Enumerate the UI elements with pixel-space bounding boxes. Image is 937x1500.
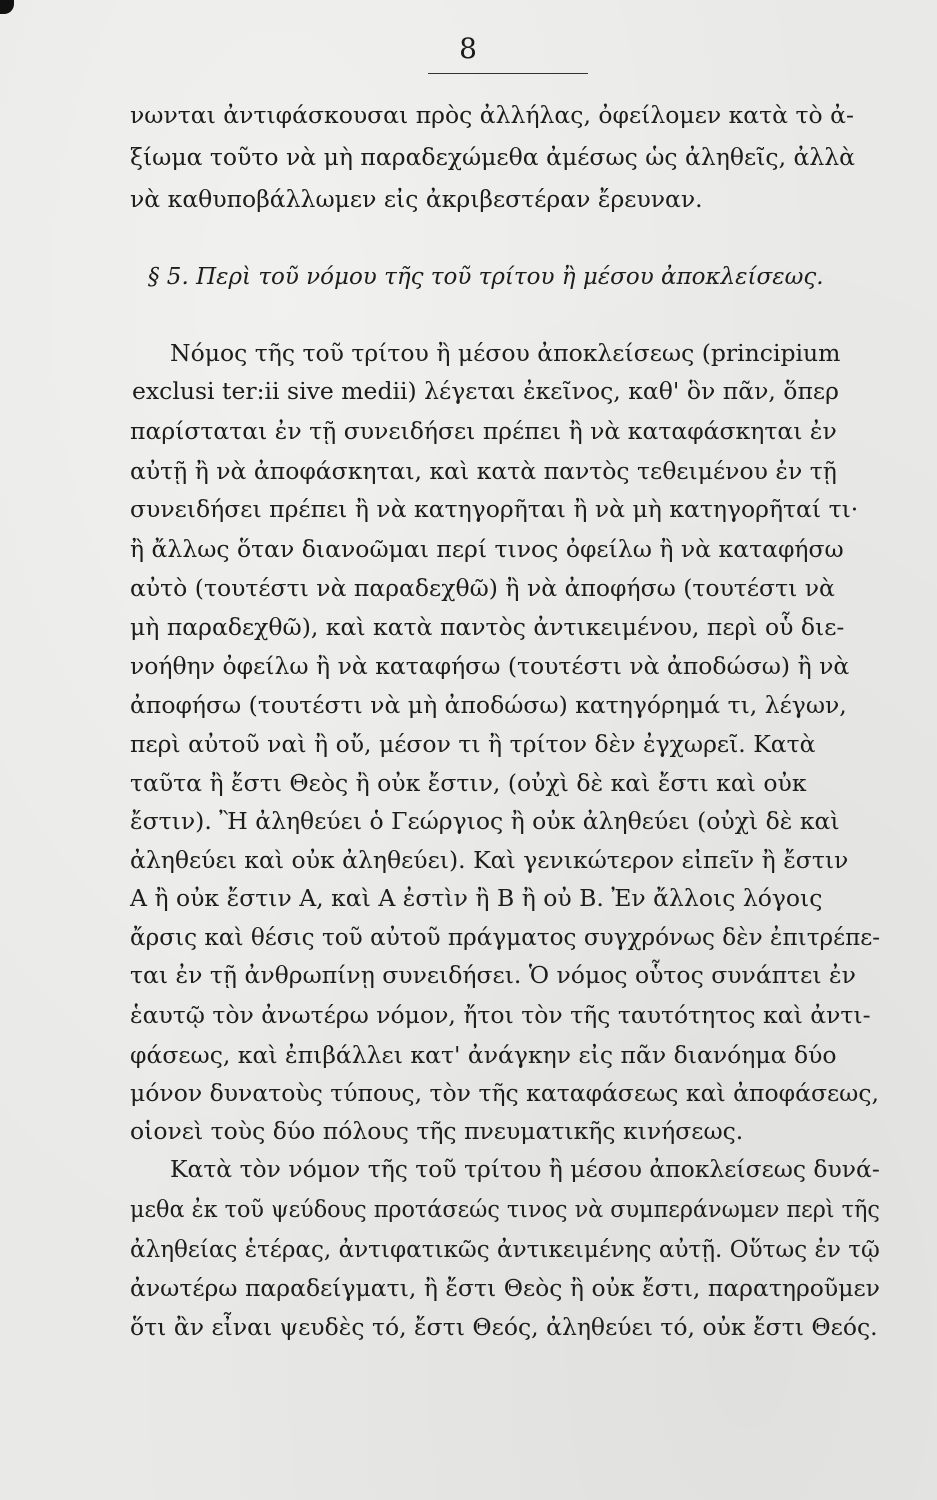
text-line: ἄρσις καὶ θέσις τοῦ αὐτοῦ πράγματος συγχρόνως δὲν ἐπιτρέπε- [130, 923, 881, 951]
text-line: αὐτὸ (τουτέστι νὰ παραδεχθῶ) ἢ νὰ ἀποφήσω (τουτέστι νὰ [130, 574, 835, 602]
text-line: Α ἢ οὐκ ἔστιν Α, καὶ Α ἐστὶν ἢ Β ἢ οὐ Β. Ἐν ἄλλοις λόγοις [130, 884, 823, 912]
text-line: ὅτι ἂν εἶναι ψευδὲς τό, ἔστι Θεός, ἀληθεύει τό, οὐκ ἔστι Θεός. [130, 1313, 878, 1341]
text-line: Νόμος τῆς τοῦ τρίτου ἢ μέσου ἀποκλείσεως (principium [170, 339, 841, 367]
text-line: ἢ ἄλλως ὅταν διανοῶμαι περί τινος ὀφείλω ἢ νὰ καταφήσω [130, 535, 844, 563]
text-line: ἑαυτῷ τὸν ἀνωτέρω νόμον, ἤτοι τὸν τῆς ταυτότητος καὶ ἀντι- [130, 1001, 871, 1029]
text-line: ἀνωτέρω παραδείγματι, ἢ ἔστι Θεὸς ἢ οὐκ ἔστι, παρατηροῦμεν [130, 1274, 880, 1302]
text-line: νοήθην ὀφείλω ἢ νὰ καταφήσω (τουτέστι νὰ ἀποδώσω) ἢ νὰ [130, 652, 850, 680]
text-line: νωνται ἀντιφάσκουσαι πρὸς ἀλλήλας, ὀφείλομεν κατὰ τὸ ἀ- [130, 101, 854, 129]
page-number: 8 [459, 32, 478, 65]
section-heading: § 5. Περὶ τοῦ νόμου τῆς τοῦ τρίτου ἢ μέσου ἀποκλείσεως. [148, 264, 824, 290]
text-line: ἀποφήσω (τουτέστι νὰ μὴ ἀποδώσω) κατηγόρημά τι, λέγων, [130, 691, 847, 719]
text-line: συνειδήσει πρέπει ἢ νὰ κατηγορῆται ἢ νὰ μὴ κατηγορῆταί τι· [130, 495, 859, 523]
text-line: φάσεως, καὶ ἐπιβάλλει κατ' ἀνάγκην εἰς πᾶν διανόημα δύο [130, 1041, 837, 1069]
text-line: Κατὰ τὸν νόμον τῆς τοῦ τρίτου ἢ μέσου ἀποκλείσεως δυνά- [170, 1155, 880, 1183]
text-line: αὐτῇ ἢ νὰ ἀποφάσκηται, καὶ κατὰ παντὸς τεθειμένου ἐν τῇ [130, 457, 837, 485]
text-line: exclusi ter:ii sive medii) λέγεται ἐκεῖνος, καθ' ὃν πᾶν, ὅπερ [132, 377, 839, 405]
text-line: ἀληθεύει καὶ οὐκ ἀληθεύει). Καὶ γενικώτερον εἰπεῖν ἢ ἔστιν [130, 846, 849, 874]
text-line: ἀληθείας ἑτέρας, ἀντιφατικῶς ἀντικειμένης αὐτῇ. Οὕτως ἐν τῷ [130, 1235, 880, 1263]
text-line: ταῦτα ἢ ἔστι Θεὸς ἢ οὐκ ἔστιν, (οὐχὶ δὲ καὶ ἔστι καὶ οὐκ [130, 769, 807, 797]
text-line: μεθα ἐκ τοῦ ψεύδους προτάσεώς τινος νὰ συμπεράνωμεν περὶ τῆς [130, 1195, 880, 1223]
text-line: περὶ αὐτοῦ ναὶ ἢ οὔ, μέσον τι ἢ τρίτον δὲν ἐγχωρεῖ. Κατὰ [130, 730, 816, 758]
text-line: νὰ καθυποβάλλωμεν εἰς ἀκριβεστέραν ἔρευναν. [130, 185, 703, 213]
text-line: μόνον δυνατοὺς τύπους, τὸν τῆς καταφάσεως καὶ ἀποφάσεως, [130, 1079, 879, 1107]
text-line: ξίωμα τοῦτο νὰ μὴ παραδεχώμεθα ἀμέσως ὡς ἀληθεῖς, ἀλλὰ [130, 143, 856, 171]
text-line: οἱονεὶ τοὺς δύο πόλους τῆς πνευματικῆς κινήσεως. [130, 1117, 744, 1145]
text-line: ται ἐν τῇ ἀνθρωπίνῃ συνειδήσει. Ὁ νόμος οὗτος συνάπτει ἐν [130, 961, 856, 989]
text-line: παρίσταται ἐν τῇ συνειδήσει πρέπει ἢ νὰ καταφάσκηται ἐν [130, 417, 837, 445]
text-line: ἔστιν). Ἢ ἀληθεύει ὁ Γεώργιος ἢ οὐκ ἀληθεύει (οὐχὶ δὲ καὶ [130, 807, 840, 835]
text-line: μὴ παραδεχθῶ), καὶ κατὰ παντὸς ἀντικειμένου, περὶ οὗ διε- [130, 613, 845, 641]
